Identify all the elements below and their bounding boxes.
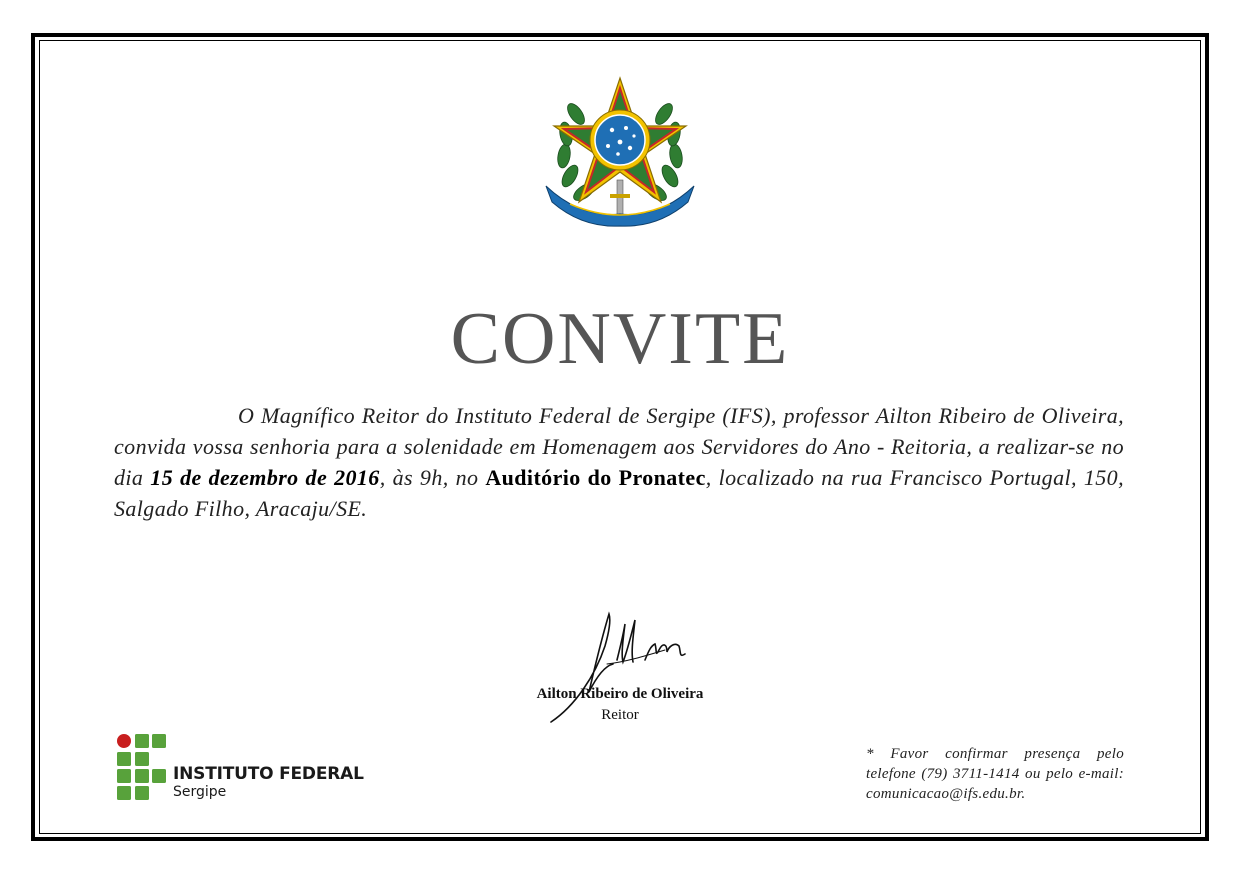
logo-subtitle: Sergipe [173,784,227,800]
event-venue: Auditório do Pronatec [485,465,706,490]
body-time: , às 9h, no [379,465,486,490]
rsvp-note: * Favor confirmar presença pelo telefone (79) 3711-1414 ou pelo e-mail: comunicacao@ifs.edu.br. [866,746,1124,802]
body-intro: O Magnífico Reitor do Instituto Federal de Sergipe (IFS), professor Ailton Ribeiro de Oliveira, convida vossa senhoria para a solenidade em Homenagem aos Servidores do Ano - Reitoria, a realizar-se no dia [114,403,1124,490]
instituto-federal-logo-icon [117,734,167,802]
body-address: , localizado na rua Francisco Portugal, 150, Salgado Filho, Aracaju/SE. [114,465,1124,521]
coat-of-arms-icon [540,68,700,232]
logo-text [173,764,364,800]
invitation-title: CONVITE [450,298,790,380]
event-date: 15 de dezembro de 2016 [150,465,380,490]
signer-role: Reitor [601,707,639,723]
invitation-body [114,400,1124,524]
signer-name: Ailton Ribeiro de Oliveira [536,686,704,702]
logo-title: INSTITUTO FEDERAL [173,764,364,784]
